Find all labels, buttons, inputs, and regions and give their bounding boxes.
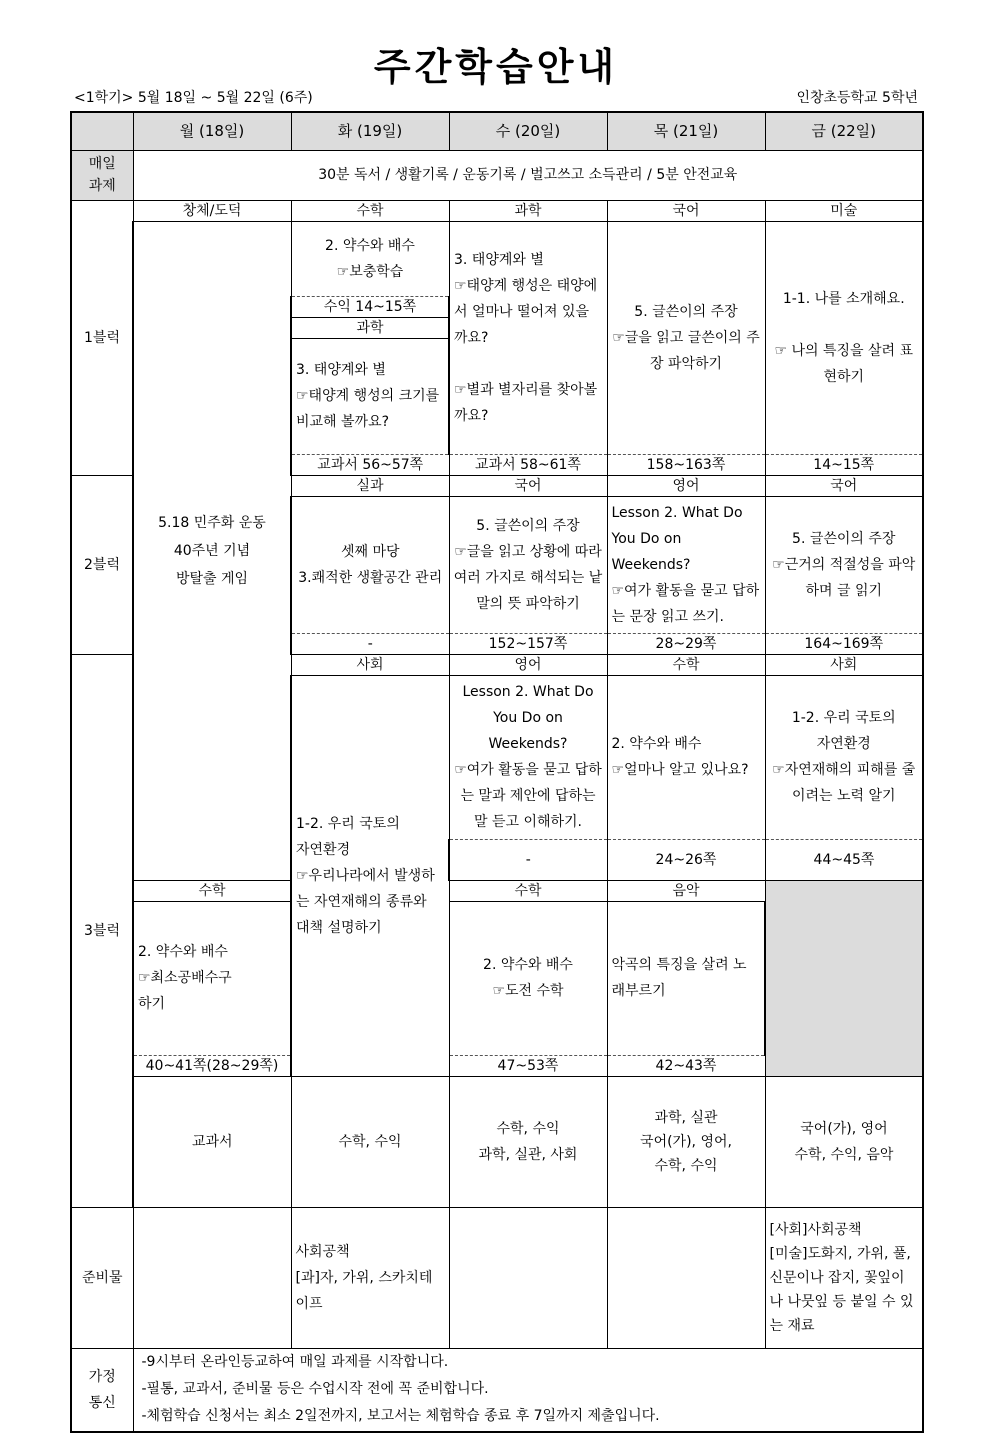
materials-mon [133,1207,291,1348]
daily-tasks-text: 30분 독서 / 생활기록 / 운동기록 / 벌고쓰고 소득관리 / 5분 안전교육 [133,150,923,200]
thu-b3a-page: 44~45쪽 [765,839,923,880]
mon-b12-subject: 창체/도덕 [133,200,291,221]
day-header-fri: 금 (22일) [765,112,923,150]
tue-b1a-content: 2. 약수와 배수 ☞보충학습 [291,221,449,296]
thu-b3a-subject: 수학 [607,654,765,675]
textbooks-tue: 수학, 수익 과학, 실관, 사회 [449,1076,607,1207]
thu-b2-page: 28~29쪽 [607,633,765,654]
mon-b3a-page: - [449,839,607,880]
tue-b3-content: 1-2. 우리 국토의 자연환경 ☞우리나라에서 발생하는 자연재해의 종류와 대책 설명하기 [291,675,449,1076]
day-header-mon: 월 (18일) [133,112,291,150]
wed-b3a-content: Lesson 2. What Do You Do on Weekends? ☞여가 활동을 묻고 답하는 말과 제안에 답하는 말 듣고 이해하기. [449,675,607,839]
home-notice-line: -9시부터 온라인등교하여 매일 과제를 시작합니다. [141,1354,449,1371]
thu-b3b-content: 악곡의 특징을 살려 노래부르기 [607,901,765,1055]
fri-b3-subject: 사회 [765,654,923,675]
corner-cell [71,112,133,150]
school-grade: 인창초등학교 5학년 [796,90,918,106]
tue-b3-subject: 사회 [291,654,449,675]
fri-b1-page: 14~15쪽 [765,454,923,475]
tue-b1b-content: 3. 태양계와 별 ☞태양계 행성의 크기를 비교해 볼까요? [291,338,449,454]
tue-b3-page: 47~53쪽 [449,1055,607,1076]
day-header-thu: 목 (21일) [607,112,765,150]
page-title: 주간학습안내 [373,45,619,89]
tue-b2-content: 셋째 마당 3.쾌적한 생활공간 관리 [291,496,449,633]
wed-b3b-subject: 수학 [449,880,607,901]
tue-b1b-subject: 과학 [291,317,449,338]
home-notice-body [133,1348,923,1432]
wed-b1-page: 교과서 58~61쪽 [449,454,607,475]
wed-b2-page: 152~157쪽 [449,633,607,654]
tue-b1b-page: 교과서 56~57쪽 [291,454,449,475]
tue-b1a-page: 수익 14~15쪽 [291,296,449,317]
wed-b2-content: 5. 글쓴이의 주장 ☞글을 읽고 상황에 따라 여러 가지로 해석되는 낱말의 뜻 파악하기 [449,496,607,633]
wed-b1-subject: 과학 [449,200,607,221]
block-3-label: 3블럭 [71,654,133,1207]
textbooks-wed: 과학, 실관 국어(가), 영어, 수학, 수익 [607,1076,765,1207]
mon-b3b-page: 40~41쪽(28~29쪽) [133,1055,291,1076]
mon-b3b-subject: 수학 [133,880,291,901]
fri-b2-content: 5. 글쓴이의 주장 ☞근거의 적절성을 파악하며 글 읽기 [765,496,923,633]
block-1-label: 1블럭 [71,200,133,475]
textbooks-label: 교과서 [133,1076,291,1207]
mon-b12-content: 5.18 민주화 운동 40주년 기념 방탈출 게임 [133,221,291,880]
day-header-tue: 화 (19일) [291,112,449,150]
thu-b2-content: Lesson 2. What Do You Do on Weekends? ☞여가 활동을 묻고 답하는 문장 읽고 쓰기. [607,496,765,633]
wed-b3a-subject: 영어 [449,654,607,675]
thu-b2-subject: 영어 [607,475,765,496]
wed-b2-subject: 국어 [449,475,607,496]
materials-tue: 사회공책 [과]자, 가위, 스카치테이프 [291,1207,449,1348]
fri-b1-content: 1-1. 나를 소개해요. ☞ 나의 특징을 살려 표현하기 [765,221,923,454]
fri-b2-subject: 국어 [765,475,923,496]
materials-label: 준비물 [71,1207,133,1348]
wed-b3b-page: 42~43쪽 [607,1055,765,1076]
materials-thu [607,1207,765,1348]
thu-b1-content: 5. 글쓴이의 주장 ☞글을 읽고 글쓴이의 주장 파악하기 [607,221,765,454]
weekly-schedule-table [70,111,924,1433]
daily-tasks-label: 매일 과제 [71,150,133,200]
home-notice-label: 가정 통신 [71,1348,133,1432]
thu-b3a-content: 2. 약수와 배수 ☞얼마나 알고 있나요? [607,675,765,839]
day-header-wed: 수 (20일) [449,112,607,150]
thu-b1-page: 158~163쪽 [607,454,765,475]
tue-b2-subject: 실과 [291,475,449,496]
wed-b3b-content: 2. 약수와 배수 ☞도전 수학 [449,901,607,1055]
tue-b2-page: - [291,633,449,654]
materials-fri: [사회]사회공책 [미술]도화지, 가위, 풀, 신문이나 잡지, 꽃잎이나 나뭇잎 등 붙일 수 있는 재료 [765,1207,923,1348]
wed-b1-content-cell [449,221,607,454]
textbooks-thu: 국어(가), 영어 수학, 수익, 음악 [765,1076,923,1207]
thu-b1-subject: 국어 [607,200,765,221]
textbooks-mon: 수학, 수익 [291,1076,449,1207]
materials-wed [449,1207,607,1348]
fri-b3-empty-cell [765,880,923,1076]
wed-b3a-page: 24~26쪽 [607,839,765,880]
block-2-label: 2블럭 [71,475,133,654]
tue-b1a-subject: 수학 [291,200,449,221]
fri-b1-subject: 미술 [765,200,923,221]
fri-b2-page: 164~169쪽 [765,633,923,654]
thu-b3b-subject: 음악 [607,880,765,901]
mon-b3b-content: 2. 약수와 배수 ☞최소공배수구 하기 [133,901,291,1055]
week-period: <1학기> 5월 18일 ~ 5월 22일 (6주) [74,90,313,106]
home-notice-line: -체험학습 신청서는 최소 2일전까지, 보고서는 체험학습 종료 후 7일까지 제출입니다. [141,1408,660,1425]
home-notice-line: -필통, 교과서, 준비물 등은 수업시작 전에 꼭 준비합니다. [141,1381,489,1398]
fri-b3-content: 1-2. 우리 국토의 자연환경 ☞자연재해의 피해를 줄이려는 노력 알기 [765,675,923,839]
wed-b1-content: 3. 태양계와 별 ☞태양계 행성은 태양에서 얼마나 떨어져 있을까요? ☞별과 별자리를 찾아볼까요? [454,251,598,424]
